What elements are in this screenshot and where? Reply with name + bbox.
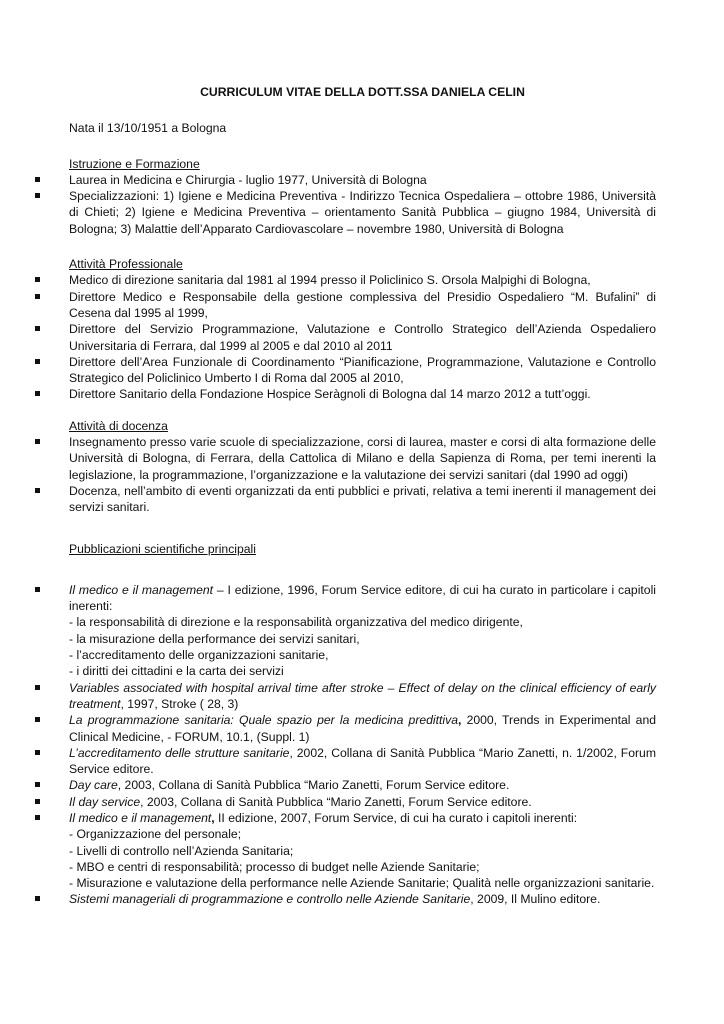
- publication-title: Il medico e il management: [69, 810, 212, 825]
- document-title: CURRICULUM VITAE DELLA DOTT.SSA DANIELA CELIN: [200, 85, 525, 99]
- professional-heading: Attività Professionale: [69, 257, 183, 272]
- publication-details: , 2002, Collana di Sanità Pubblica “Mario Zanetti, n. 1/2002, Forum Service editore.: [69, 745, 656, 777]
- publication-chapter: - MBO e centri di responsabilità; processo di budget nelle Aziende Sanitarie;: [69, 859, 480, 874]
- publication-title: Variables associated with hospital arrival time after stroke – Effect of delay on the clinical efficiency of early treatment: [69, 680, 656, 711]
- publication-item: [69, 745, 656, 778]
- teaching-item: Docenza, nell’ambito di eventi organizzati da enti pubblici e privati, relativa a temi inerenti il management dei servizi sanitari.: [69, 483, 656, 515]
- publication-chapter: - la responsabilità di direzione e la responsabilità organizzativa del medico dirigente,: [69, 615, 523, 630]
- publication-item: [69, 680, 656, 713]
- education-list: [69, 172, 656, 237]
- publication-details: , 2009, Il Mulino editore.: [470, 892, 601, 907]
- publication-separator: ,: [458, 713, 462, 728]
- publication-item: [69, 810, 656, 891]
- publication-title: Il medico e il management: [69, 582, 214, 597]
- publication-item: [69, 582, 656, 680]
- publication-title: L’accreditamento delle strutture sanitarie: [69, 745, 290, 760]
- publication-title: Day care: [69, 778, 118, 793]
- publication-item: [69, 794, 656, 810]
- publication-title: La programmazione sanitaria: Quale spazio per la medicina predittiva: [69, 713, 458, 728]
- education-item: Laurea in Medicina e Chirurgia - luglio 1977, Università di Bologna: [69, 172, 656, 188]
- professional-item: Direttore Medico e Responsabile della gestione complessiva del Presidio Ospedaliero “M. Bufalini” di Cesena dal 1995 al 1999,: [69, 289, 656, 320]
- teaching-list: [69, 434, 656, 515]
- professional-list: [69, 272, 656, 402]
- publications-heading: Pubblicazioni scientifiche principali: [69, 541, 256, 556]
- publication-title: Sistemi manageriali di programmazione e controllo nelle Aziende Sanitarie: [69, 892, 471, 907]
- publication-details: 2000, Trends in Experimental and Clinical Medicine, - FORUM, 10.1, (Suppl. 1): [69, 713, 657, 744]
- publication-title: Il day service: [69, 794, 141, 809]
- birth-info: Nata il 13/10/1951 a Bologna: [69, 121, 227, 136]
- professional-item: Direttore Sanitario della Fondazione Hospice Seràgnoli di Bologna dal 14 marzo 2012 a tutt’oggi.: [69, 386, 656, 402]
- publication-details: , 2003, Collana di Sanità Pubblica “Mario Zanetti, Forum Service editore.: [140, 794, 532, 809]
- publication-chapter: - Organizzazione del personale;: [69, 827, 242, 842]
- publication-separator: ,: [211, 810, 215, 825]
- teaching-item: Insegnamento presso varie scuole di specializzazione, corsi di laurea, master e corsi di alta formazione delle Università di Bologna, di Ferrara, della Cattolica di Milano e della Sapienza di Roma, per temi inerenti la legislazione, la programmazione, l’organizzazione e la valutazione dei servizi sanitari (dal 1990 ad oggi): [69, 435, 656, 482]
- publication-chapter: - la misurazione della performance dei servizi sanitari,: [69, 631, 360, 646]
- publication-chapter: - i diritti dei cittadini e la carta dei servizi: [69, 664, 284, 679]
- publication-item: [69, 712, 656, 745]
- publication-item: [69, 777, 656, 793]
- publication-details: , 2003, Collana di Sanità Pubblica “Mario Zanetti, Forum Service editore.: [117, 778, 510, 793]
- publication-details: , 1997, Stroke ( 28, 3): [120, 696, 239, 711]
- education-item: Specializzazioni: 1) Igiene e Medicina Preventiva - Indirizzo Tecnica Ospedaliera – ottobre 1986, Università di Chieti; 2) Igiene e Medicina Preventiva – orientamento Sanità Pubblica – giugno 1984, Università di Bologna; 3) Malattie dell’Apparato Cardiovascolare – novembre 1980, Università di Bologna: [69, 189, 656, 236]
- publications-list: [69, 582, 656, 908]
- publication-chapter: - Misurazione e valutazione della performance nelle Aziende Sanitarie; Qualità nelle organizzazioni sanitarie.: [69, 876, 655, 891]
- publication-chapter: - l’accreditamento delle organizzazioni sanitarie,: [69, 648, 329, 663]
- teaching-heading: Attività di docenza: [69, 418, 168, 433]
- professional-item: Direttore dell’Area Funzionale di Coordinamento “Pianificazione, Programmazione, Valutazione e Controllo Strategico del Policlinico Umberto I di Roma dal 2005 al 2010,: [69, 354, 656, 386]
- publication-chapter: - Livelli di controllo nell’Azienda Sanitaria;: [69, 843, 294, 858]
- publication-item: [69, 891, 656, 907]
- professional-item: Medico di direzione sanitaria dal 1981 al 1994 presso il Policlinico S. Orsola Malpighi di Bologna,: [69, 272, 656, 288]
- publication-details: – I edizione, 1996, Forum Service editore, di cui ha curato in particolare i capitoli inerenti:: [69, 582, 656, 614]
- education-heading: Istruzione e Formazione: [69, 156, 200, 171]
- publication-details: II edizione, 2007, Forum Service, di cui ha curato i capitoli inerenti:: [214, 810, 578, 825]
- professional-item: Direttore del Servizio Programmazione, Valutazione e Controllo Strategico dell’Azienda Ospedaliero Universitaria di Ferrara, dal 1999 al 2005 e dal 2010 al 2011: [69, 322, 656, 353]
